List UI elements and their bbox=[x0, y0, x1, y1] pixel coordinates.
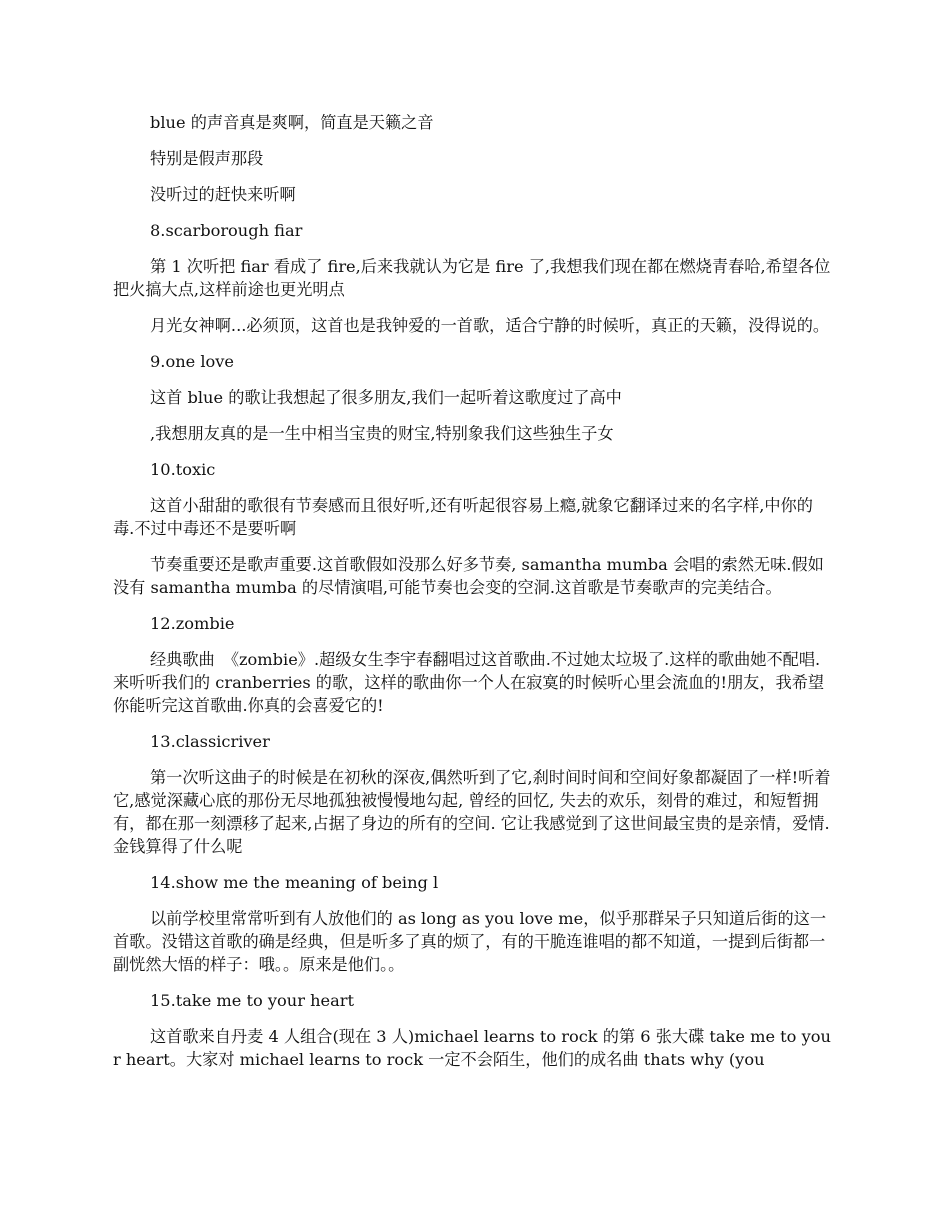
paragraph: 月光女神啊...必须顶，这首也是我钟爱的一首歌，适合宁静的时候听，真正的天籁，没得说的。 bbox=[150, 316, 830, 335]
section-heading: 9.one love bbox=[150, 352, 234, 371]
paragraph: ,我想朋友真的是一生中相当宝贵的财宝,特别象我们这些独生子女 bbox=[150, 424, 614, 443]
section-heading: 12.zombie bbox=[150, 614, 235, 633]
section-heading: 14.show me the meaning of being l bbox=[150, 873, 439, 892]
paragraph: 这首 blue 的歌让我想起了很多朋友,我们一起听着这歌度过了高中 bbox=[150, 388, 622, 407]
paragraph: 这首歌来自丹麦 4 人组合(现在 3 人)michael learns to rock 的第 6 张大碟 take me to your heart。大家对 michael learns to rock 一定不会陌生，他们的成名曲 thats why (you bbox=[113, 1027, 831, 1069]
section-heading: 8.scarborough fiar bbox=[150, 221, 303, 240]
paragraph: 这首小甜甜的歌很有节奏感而且很好听,还有听起很容易上瘾,就象它翻译过来的名字样,中你的毒.不过中毒还不是要听啊 bbox=[113, 496, 813, 538]
paragraph: 第一次听这曲子的时候是在初秋的深夜,偶然听到了它,刹时间时间和空间好象都凝固了一样!听着它,感觉深藏心底的那份无尽地孤独被慢慢地勾起, 曾经的回忆, 失去的欢乐，刻骨的难过，和短暂拥有，都在那一刻漂移了起来,占据了身边的所有的空间. 它让我感觉到了这世间最宝贵的是亲情，爱情.金钱算得了什么呢 bbox=[113, 768, 831, 856]
paragraph: 以前学校里常常听到有人放他们的 as long as you love me，似乎那群呆子只知道后街的这一首歌。没错这首歌的确是经典，但是听多了真的烦了，有的干脆连谁唱的都不知道，一提到后街都一副恍然大悟的样子：哦。。原来是他们。。 bbox=[113, 909, 827, 974]
section-heading: 10.toxic bbox=[150, 460, 216, 479]
section-heading: 15.take me to your heart bbox=[150, 991, 355, 1010]
document-body bbox=[113, 111, 833, 1071]
paragraph: 经典歌曲 《zombie》.超级女生李宇春翻唱过这首歌曲.不过她太垃圾了.这样的歌曲她不配唱.来听听我们的 cranberries 的歌，这样的歌曲你一个人在寂寞的时候听心里会流血的!朋友，我希望你能听完这首歌曲.你真的会喜爱它的! bbox=[113, 650, 825, 715]
paragraph: 第 1 次听把 fiar 看成了 fire,后来我就认为它是 fire 了,我想我们现在都在燃烧青春哈,希望各位把火搞大点,这样前途也更光明点 bbox=[113, 257, 831, 299]
paragraph: 没听过的赶快来听啊 bbox=[150, 185, 296, 204]
paragraph: 特别是假声那段 bbox=[150, 149, 264, 168]
section-heading: 13.classicriver bbox=[150, 732, 270, 751]
paragraph: blue 的声音真是爽啊，简直是天籁之音 bbox=[150, 113, 434, 132]
paragraph: 节奏重要还是歌声重要.这首歌假如没那么好多节奏, samantha mumba 会唱的索然无味.假如没有 samantha mumba 的尽情演唱,可能节奏也会变的空洞.这首歌是节奏歌声的完美结合。 bbox=[113, 555, 824, 597]
